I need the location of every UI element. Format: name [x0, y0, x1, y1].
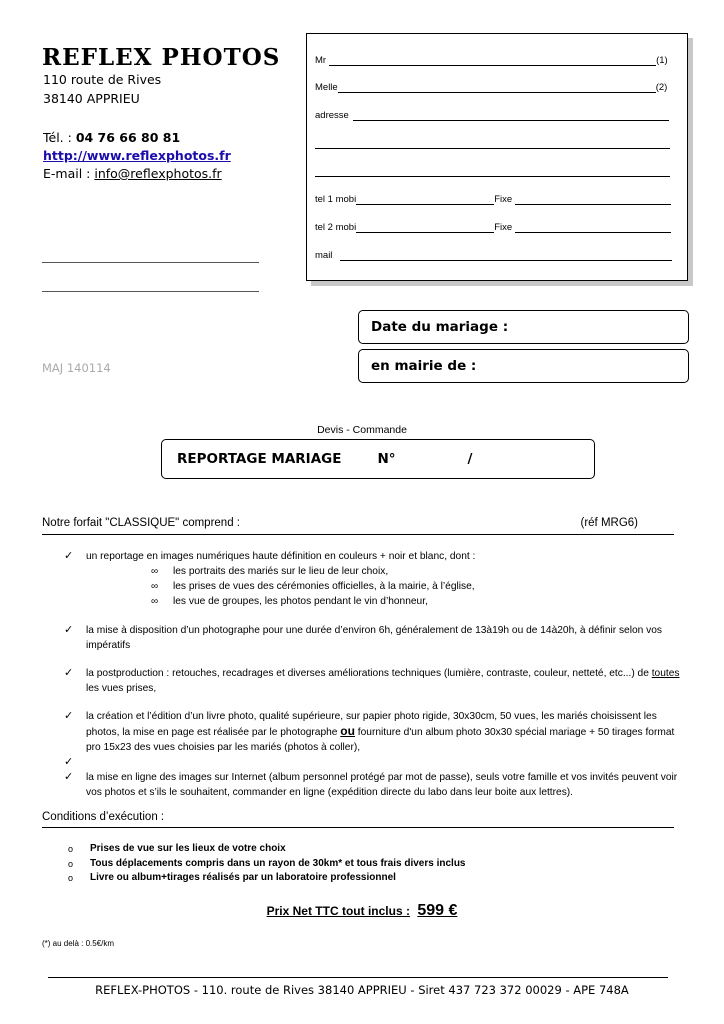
- circle-bullet-icon: o: [68, 844, 74, 854]
- blank-line-1: [42, 262, 259, 263]
- field-melle[interactable]: [315, 82, 667, 93]
- field-tel1-label: tel 1 mobi: [315, 194, 357, 205]
- wedding-date-box[interactable]: [358, 310, 689, 344]
- field-address-line-3[interactable]: [315, 166, 670, 177]
- company-address-street: 110 route de Rives: [43, 72, 162, 87]
- order-number-label: N°: [377, 451, 396, 467]
- field-fixe1-label: Fixe: [494, 194, 513, 205]
- conditions-header: [42, 811, 674, 828]
- infinity-icon: ∞: [151, 596, 159, 607]
- forfait-title: Notre forfait "CLASSIQUE" comprend :: [42, 517, 240, 529]
- sub-item: [86, 579, 684, 594]
- circle-bullet-icon: o: [68, 873, 74, 883]
- check-icon: ✓: [64, 667, 74, 679]
- list-item: [64, 623, 684, 653]
- forfait-ref: (réf MRG6): [580, 517, 638, 529]
- blank-line-2: [42, 291, 259, 292]
- field-address-label: adresse: [315, 110, 349, 121]
- email-label: E-mail :: [43, 166, 95, 181]
- sub-item-text: les vue de groupes, les photos pendant le vin d’honneur,: [173, 596, 428, 607]
- field-address-3[interactable]: [315, 166, 670, 177]
- field-mr-label: Mr: [315, 55, 327, 66]
- field-fixe2-label: Fixe: [494, 222, 513, 233]
- list-item: [64, 770, 684, 800]
- field-melle-note: (2): [655, 82, 668, 93]
- price-amount: 599 €: [417, 902, 458, 919]
- sub-item: [86, 564, 684, 579]
- field-tel1-line[interactable]: [356, 194, 494, 205]
- check-icon: ✓: [64, 756, 74, 768]
- field-mr-line[interactable]: [329, 55, 656, 66]
- item-text: [86, 666, 684, 696]
- list-item: [64, 549, 684, 609]
- item-text: la mise en ligne des images sur Internet (album personnel protégé par mot de passe), seuls votre famille et vos invités peuvent voir vos photos et s’ils le souhaitent, commander en ligne (expédition directe du labo dans leur boite aux lettres).: [86, 772, 678, 798]
- item-text-part: les vues prises,: [86, 683, 157, 694]
- field-address-2[interactable]: [315, 138, 670, 149]
- condition-text: Tous déplacements compris dans un rayon de 30km* et tous frais divers inclus: [90, 857, 466, 869]
- sub-item-text: les portraits des mariés sur le lieu de leur choix,: [173, 566, 389, 577]
- list-item: [68, 871, 466, 886]
- field-tel1[interactable]: [315, 194, 671, 205]
- field-mail-line[interactable]: [340, 250, 672, 261]
- footer-text: REFLEX-PHOTOS - 110. route de Rives 38140 APPRIEU - Siret 437 723 372 00029 - APE 748A: [95, 983, 629, 997]
- company-website[interactable]: [43, 148, 231, 163]
- item-text-part: la création et l’édition d’un livre photo, qualité supérieure, sur papier photo rigide, 30x30cm, 50 vues, les mariés choisissent les photos, la mise en page est réalisée par le photographe: [86, 711, 657, 738]
- company-brand: REFLEX PHOTOS: [42, 44, 281, 71]
- circle-bullet-icon: o: [68, 858, 74, 869]
- company-phone: [43, 130, 180, 145]
- list-item: [64, 666, 684, 696]
- list-item-empty: [64, 755, 684, 770]
- infinity-icon: ∞: [151, 566, 159, 577]
- check-icon: ✓: [64, 710, 74, 722]
- sub-item: [86, 594, 684, 609]
- field-mail[interactable]: [315, 250, 672, 261]
- list-item: [68, 842, 466, 857]
- price-line: [0, 902, 724, 920]
- field-mr-note: (1): [656, 55, 668, 66]
- infinity-icon: ∞: [151, 581, 159, 592]
- field-mr[interactable]: [315, 55, 668, 66]
- item-text: un reportage en images numériques haute définition en couleurs + noir et blanc, dont :: [86, 551, 476, 562]
- reportage-box: [161, 439, 595, 479]
- website-link[interactable]: http://www.reflexphotos.fr: [43, 148, 231, 163]
- conditions-title: Conditions d’exécution :: [42, 811, 165, 823]
- forfait-items: [64, 549, 684, 813]
- field-tel2[interactable]: [315, 222, 671, 233]
- devis-label: Devis - Commande: [317, 424, 407, 436]
- field-melle-label: Melle: [315, 82, 338, 93]
- item-text-part: fourniture d'un album photo 30x30 spécial mariage + 50 tirages format pro 15x23 des vues choisies par les mariés (photos à coller),: [86, 727, 675, 753]
- item-text: [86, 709, 684, 755]
- check-icon: ✓: [64, 624, 74, 636]
- item-text-emphasis: ou: [340, 724, 355, 738]
- distance-note: (*) au delà : 0.5€/km: [42, 939, 115, 948]
- item-text-emphasis: toutes: [651, 668, 680, 679]
- phone-label: Tél. :: [43, 130, 76, 145]
- reportage-title: REPORTAGE MARIAGE: [177, 451, 342, 467]
- conditions-list: [68, 842, 466, 886]
- company-address-city: 38140 APPRIEU: [43, 91, 140, 106]
- condition-text: Prises de vue sur les lieux de votre choix: [90, 843, 286, 854]
- field-melle-line[interactable]: [338, 82, 656, 93]
- field-address[interactable]: [315, 110, 669, 121]
- item-text: la mise à disposition d’un photographe pour une durée d’environ 6h, généralement de 13à19h ou de 14à20h, à définir selon vos impératifs: [86, 625, 663, 651]
- wedding-mairie-box[interactable]: [358, 349, 689, 383]
- field-fixe1-line[interactable]: [515, 194, 671, 205]
- company-email: [43, 166, 222, 181]
- wedding-date-label: Date du mariage :: [371, 319, 509, 335]
- check-icon: ✓: [64, 550, 74, 562]
- update-code: MAJ 140114: [42, 361, 111, 375]
- wedding-mairie-label: en mairie de :: [371, 358, 477, 374]
- sub-item-text: les prises de vues des cérémonies officielles, à la mairie, à l’église,: [173, 581, 475, 592]
- field-tel2-label: tel 2 mobi: [315, 222, 357, 233]
- email-value[interactable]: info@reflexphotos.fr: [94, 166, 222, 181]
- order-number-slash: /: [467, 451, 473, 467]
- item-text-part: la postproduction : retouches, recadrages et diverses améliorations techniques (lumière, contraste, couleur, netteté, etc...) de: [86, 668, 652, 679]
- client-contact-box: [306, 33, 688, 281]
- field-address-line-2[interactable]: [315, 138, 670, 149]
- field-fixe2-line[interactable]: [515, 222, 671, 233]
- check-icon: ✓: [64, 771, 74, 783]
- list-item: [68, 857, 466, 872]
- condition-text: Livre ou album+tirages réalisés par un laboratoire professionnel: [90, 872, 396, 883]
- phone-value: 04 76 66 80 81: [75, 130, 181, 145]
- list-item: [64, 709, 684, 755]
- forfait-header: [42, 517, 674, 535]
- field-mail-label: mail: [315, 250, 333, 261]
- field-tel2-line[interactable]: [356, 222, 494, 233]
- footer-divider: [48, 977, 668, 978]
- field-address-line-1[interactable]: [353, 110, 669, 121]
- price-label: Prix Net TTC tout inclus :: [266, 904, 410, 918]
